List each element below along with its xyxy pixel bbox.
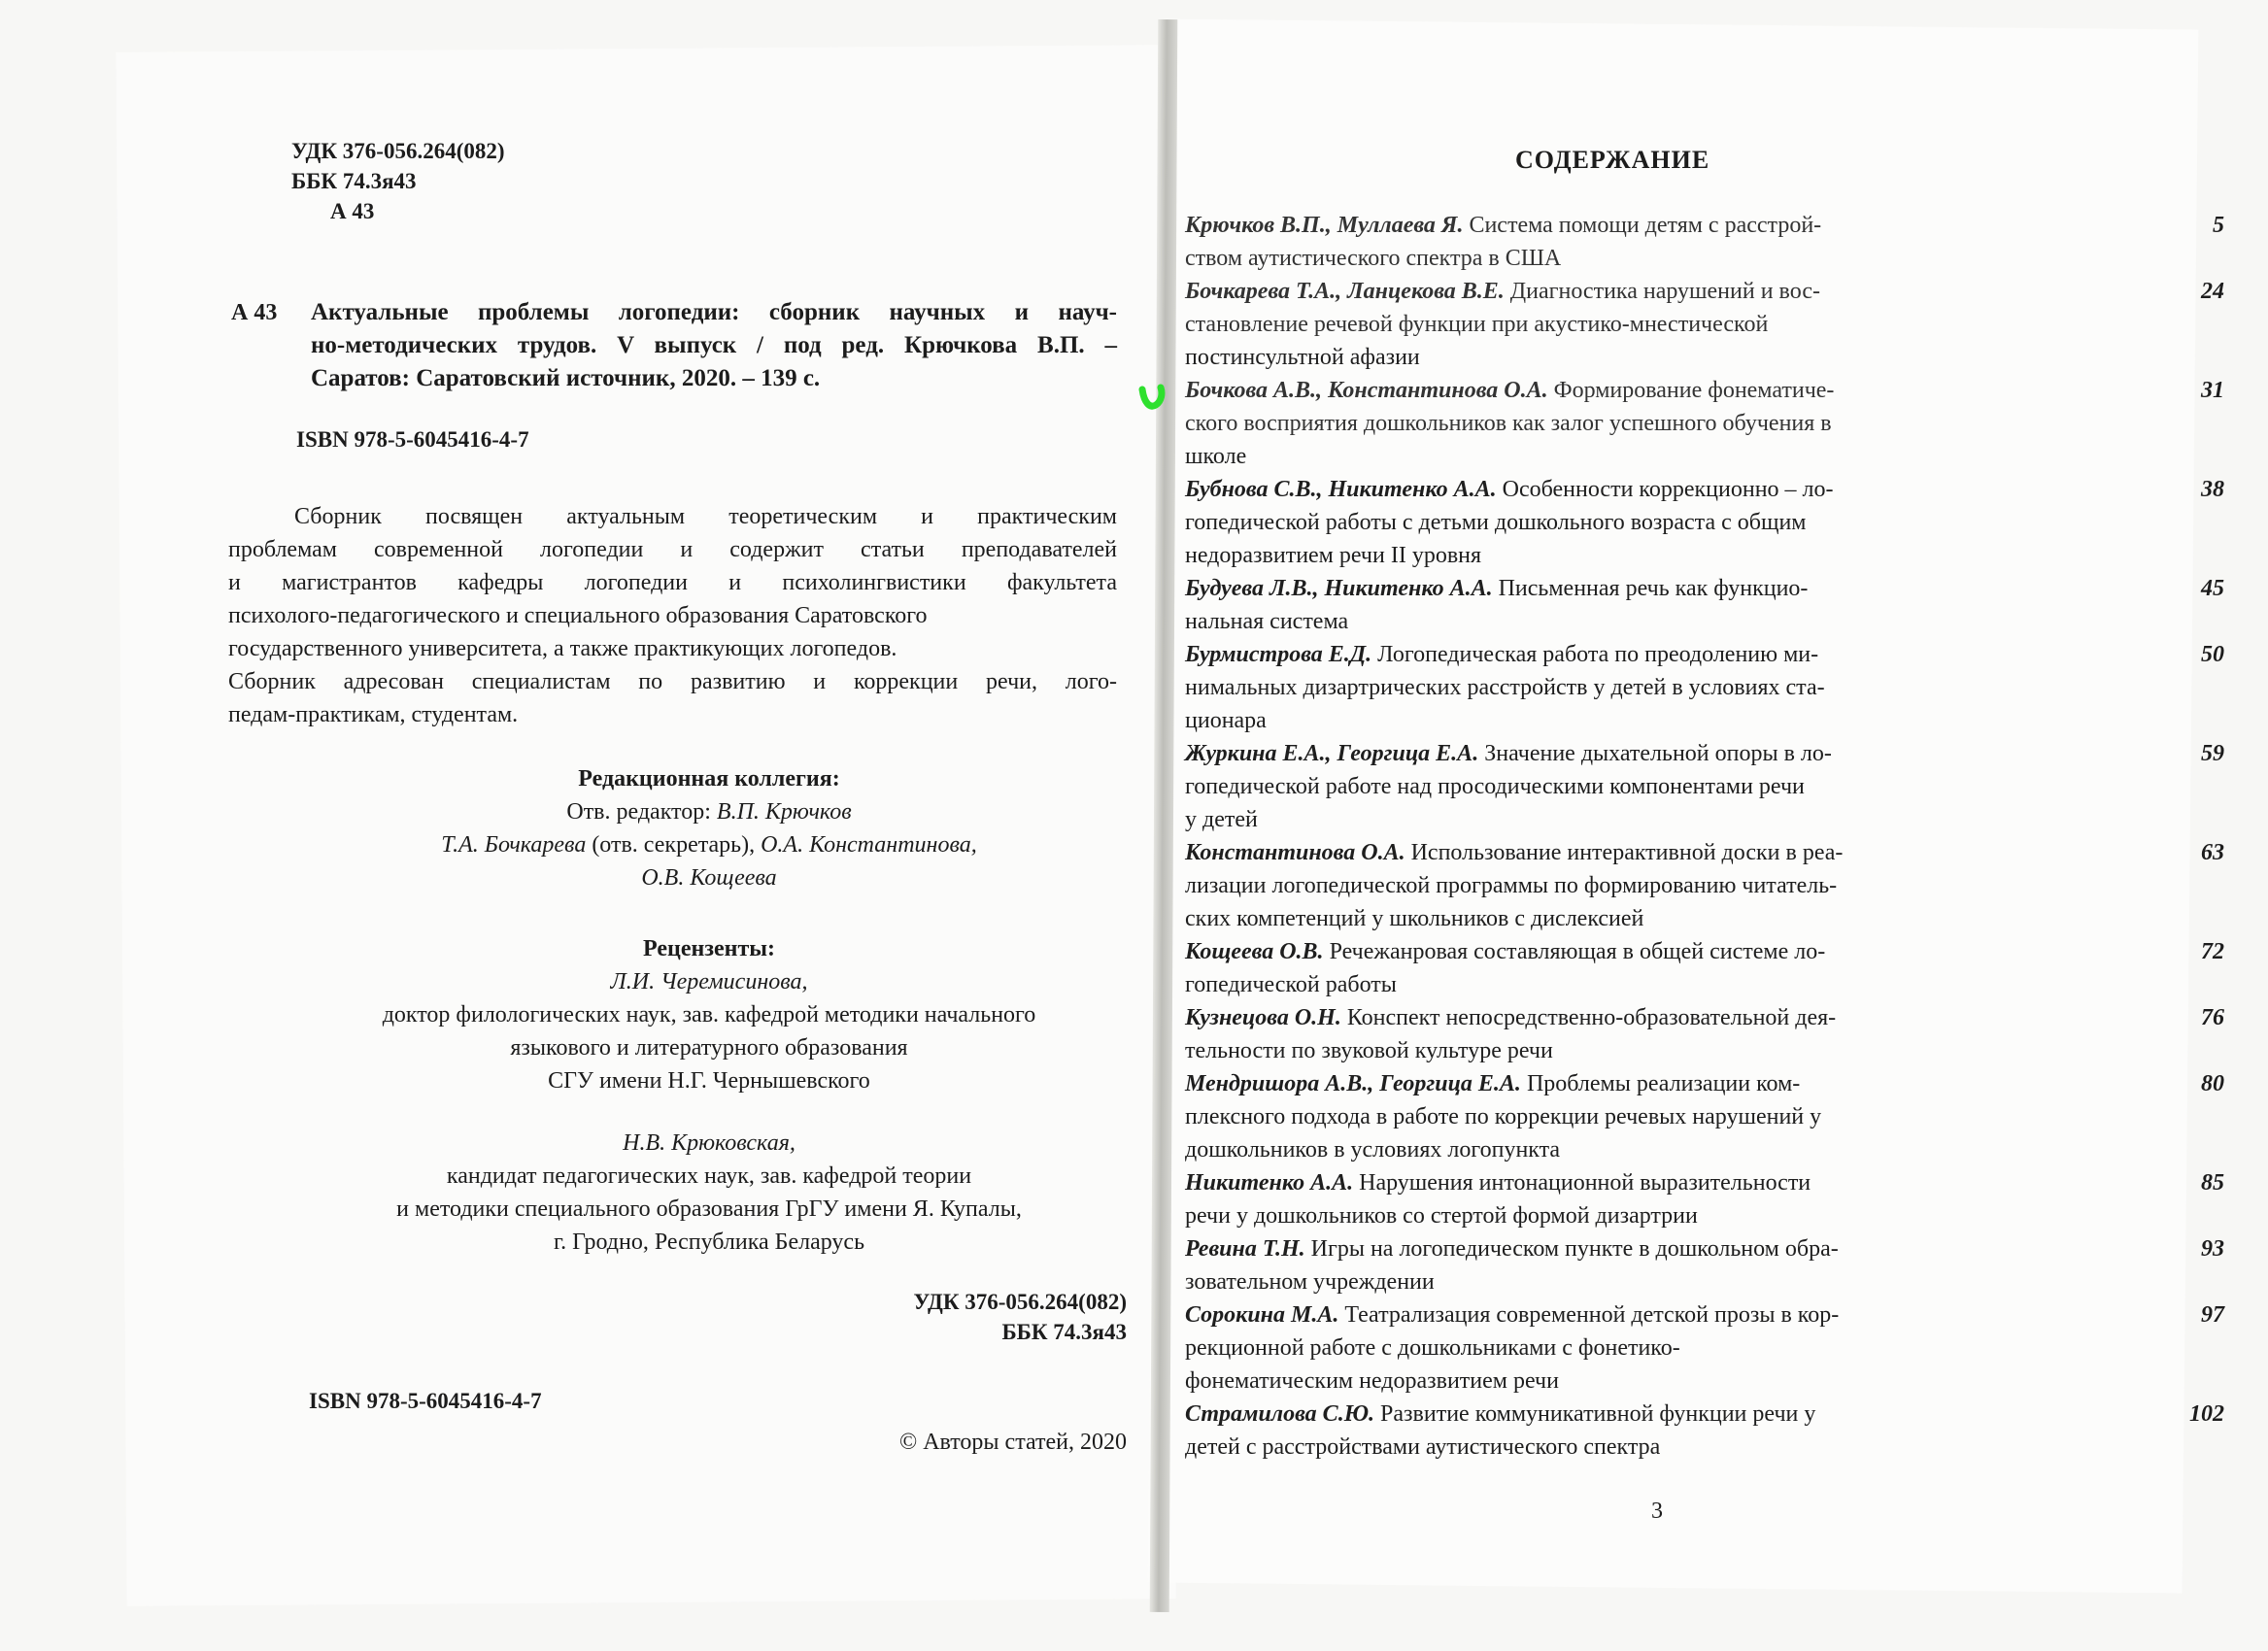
toc-entry [1185, 737, 2224, 836]
toc-entry [1185, 1298, 2224, 1398]
toc-entry-line [1185, 935, 2117, 968]
toc-author: Бурмистрова Е.Д. [1185, 642, 1372, 667]
editor-line [291, 795, 1127, 828]
secretary-line [291, 828, 1127, 861]
member-name: О.В. Кощеева [641, 865, 777, 891]
toc-author: Бочкарева Т.А., Ланцекова В.Е. [1185, 279, 1505, 304]
toc-entry [1185, 638, 2224, 737]
toc-page-number: 24 [2201, 279, 2224, 304]
toc-entry-line: нальная система [1185, 609, 1349, 634]
toc-title: Театрализация современной детской прозы в кор- [1338, 1302, 1840, 1328]
annotation-line: проблемам современной логопедии и содержит статьи преподавателей [228, 537, 1117, 562]
toc-entry [1185, 836, 2224, 935]
toc-author: Бубнова С.В., Никитенко А.А. [1185, 477, 1497, 502]
reviewers [291, 932, 1127, 1097]
toc-entry-line [1185, 473, 2117, 506]
toc-title: Игры на логопедическом пункте в дошкольном обра- [1304, 1236, 1839, 1262]
toc-entry-line: дошкольников в условиях логопункта [1185, 1137, 1561, 1162]
toc-author: Крючков В.П., Муллаева Я. [1185, 213, 1464, 238]
green-highlight-mark [1138, 384, 1168, 413]
toc-author: Кузнецова О.Н. [1185, 1005, 1341, 1030]
annotation-line: Сборник посвящен актуальным теоретическим и практическим [294, 504, 1117, 529]
toc-entry-line: нимальных дизартрических расстройств у детей в условиях ста- [1185, 675, 1825, 700]
reviewer-name: Н.В. Крюковская, [623, 1130, 795, 1156]
toc-entry [1185, 1398, 2224, 1464]
toc-title: Диагностика нарушений и вос- [1504, 279, 1820, 304]
toc-page-number: 102 [2189, 1401, 2224, 1427]
toc-entry-line: фонематическим недоразвитием речи [1185, 1368, 1559, 1394]
table-of-contents [1185, 209, 2224, 1464]
toc-entry-line: гопедической работе над просодическими компонентами речи [1185, 774, 1805, 799]
member-name: О.А. Константинова, [761, 832, 977, 858]
toc-page-number: 80 [2201, 1071, 2224, 1096]
toc-author: Сорокина М.А. [1185, 1302, 1339, 1328]
toc-entry-line: становление речевой функции при акустико-мнестической [1185, 312, 1769, 337]
toc-entry [1185, 473, 2224, 572]
toc-entry [1185, 572, 2224, 638]
toc-page-number: 5 [2213, 213, 2224, 238]
toc-entry [1185, 1166, 2224, 1232]
annotation-line: психолого-педагогического и специального образования Саратовского [228, 603, 928, 628]
toc-entry-line [1185, 737, 2117, 770]
udk-code: УДК 376-056.264(082) [291, 139, 505, 163]
annotation-line: и магистрантов кафедры логопедии и психолингвистики факультета [228, 570, 1117, 595]
toc-page-number: 63 [2201, 840, 2224, 865]
toc-page-number: 31 [2201, 378, 2224, 403]
toc-page-number: 76 [2201, 1005, 2224, 1030]
toc-page-number: 93 [2201, 1236, 2224, 1262]
toc-entry-line: школе [1185, 444, 1247, 469]
toc-page-number: 97 [2201, 1302, 2224, 1328]
reviewer-info: доктор филологических наук, зав. кафедрой методики начального [382, 1002, 1036, 1028]
toc-entry-line: лизации логопедической программы по формированию читатель- [1185, 873, 1838, 898]
entry-author-mark: А 43 [231, 300, 278, 325]
toc-entry-line [1185, 836, 2117, 869]
toc-title: Формирование фонематиче- [1547, 378, 1835, 403]
bbk-code: ББК 74.3я43 [1001, 1320, 1127, 1344]
toc-page-number: 45 [2201, 576, 2224, 601]
editorial-board [291, 762, 1127, 894]
toc-page-number: 50 [2201, 642, 2224, 667]
toc-author: Журкина Е.А., Георгица Е.А. [1185, 741, 1479, 766]
toc-entry [1185, 1067, 2224, 1166]
entry-line: Актуальные проблемы логопедии: сборник научных и науч- [311, 299, 1117, 325]
toc-author: Никитенко А.А. [1185, 1170, 1354, 1196]
toc-heading: СОДЕРЖАНИЕ [1515, 146, 1710, 174]
toc-title: Развитие коммуникативной функции речи у [1374, 1401, 1816, 1427]
toc-entry-line [1185, 1166, 2117, 1199]
editor-name: В.П. Крючков [716, 799, 852, 825]
udk-code: УДК 376-056.264(082) [913, 1290, 1127, 1314]
annotation-line: Сборник адресован специалистам по развитию и коррекции речи, лого- [228, 669, 1117, 694]
toc-title: Логопедическая работа по преодолению ми- [1371, 642, 1819, 667]
toc-entry-line [1185, 638, 2117, 671]
isbn: ISBN 978-5-6045416-4-7 [296, 427, 529, 452]
toc-entry-line: ционара [1185, 708, 1267, 733]
toc-entry-line: недоразвитием речи II уровня [1185, 543, 1482, 568]
toc-title: Нарушения интонационной выразительности [1353, 1170, 1811, 1196]
toc-entry-line: зовательном учреждении [1185, 1269, 1435, 1295]
toc-entry-line [1185, 275, 2117, 308]
toc-entry [1185, 1232, 2224, 1298]
toc-entry-line: ского восприятия дошкольников как залог успешного обучения в [1185, 411, 1832, 436]
toc-entry-line [1185, 1232, 2117, 1265]
toc-entry-line [1185, 572, 2117, 605]
toc-entry [1185, 935, 2224, 1001]
secretary-role: (отв. секретарь), [586, 832, 762, 858]
toc-entry-line: плексного подхода в работе по коррекции речевых нарушений у [1185, 1104, 1822, 1129]
secretary-name: Т.А. Бочкарева [441, 832, 587, 858]
toc-page-number: 85 [2201, 1170, 2224, 1196]
toc-entry-line: гопедической работы [1185, 972, 1397, 997]
toc-page-number: 38 [2201, 477, 2224, 502]
toc-entry-line: ством аутистического спектра в США [1185, 246, 1562, 271]
reviewer-name: Л.И. Черемисинова, [610, 969, 808, 994]
toc-author: Будуева Л.В., Никитенко А.А. [1185, 576, 1493, 601]
annotation-line: государственного университета, а также практикующих логопедов. [228, 636, 897, 661]
bbk-code: ББК 74.3я43 [291, 169, 417, 193]
toc-entry-line: рекционной работе с дошкольниками с фонетико- [1185, 1335, 1680, 1361]
toc-entry-line: речи у дошкольников со стертой формой дизартрии [1185, 1203, 1698, 1229]
reviewer-info: языкового и литературного образования [510, 1035, 908, 1061]
reviewers-heading: Рецензенты: [643, 936, 775, 961]
toc-author: Мендришора А.В., Георгица Е.А. [1185, 1071, 1521, 1096]
udk-block-top [291, 136, 505, 226]
author-mark: А 43 [330, 199, 375, 223]
toc-entry-line: у детей [1185, 807, 1258, 832]
toc-title: Конспект непосредственно-образовательной дея- [1340, 1005, 1837, 1030]
reviewer-info: кандидат педагогических наук, зав. кафедрой теории [446, 1163, 972, 1189]
toc-author: Ревина Т.Н. [1185, 1236, 1305, 1262]
reviewer-info: СГУ имени Н.Г. Чернышевского [548, 1068, 870, 1094]
entry-line: но-методических трудов. V выпуск / под ред. Крючкова В.П. – [311, 332, 1117, 358]
toc-entry [1185, 209, 2224, 275]
toc-author: Бочкова А.В., Константинова О.А. [1185, 378, 1548, 403]
reviewer-info: и методики специального образования ГрГУ имени Я. Купалы, [396, 1196, 1022, 1222]
toc-title: Использование интерактивной доски в реа- [1405, 840, 1844, 865]
page-number: 3 [1651, 1499, 1663, 1524]
toc-entry-line: постинсультной афазии [1185, 345, 1420, 370]
toc-entry-line: тельности по звуковой культуре речи [1185, 1038, 1553, 1063]
toc-entry-line [1185, 1067, 2117, 1100]
toc-entry-line [1185, 209, 2117, 242]
annotation-line: педам-практикам, студентам. [228, 702, 519, 727]
toc-title: Особенности коррекционно – ло- [1496, 477, 1834, 502]
toc-entry-line: гопедической работы с детьми дошкольного возраста с общим [1185, 510, 1807, 535]
toc-title: Значение дыхательной опоры в ло- [1478, 741, 1832, 766]
toc-entry-line [1185, 374, 2117, 407]
entry-line: Саратов: Саратовский источник, 2020. – 139 с. [311, 365, 821, 391]
reviewer-second [291, 1127, 1127, 1259]
toc-title: Проблемы реализации ком- [1520, 1071, 1801, 1096]
toc-page-number: 59 [2201, 741, 2224, 766]
toc-entry-line [1185, 1398, 2117, 1431]
toc-author: Константинова О.А. [1185, 840, 1405, 865]
toc-title: Письменная речь как функцио- [1492, 576, 1809, 601]
isbn-bottom: ISBN 978-5-6045416-4-7 [309, 1389, 542, 1413]
toc-page-number: 72 [2201, 939, 2224, 964]
udk-block-bottom [816, 1287, 1127, 1347]
toc-entry-line [1185, 1298, 2117, 1331]
reviewer-info: г. Гродно, Республика Беларусь [553, 1230, 865, 1255]
toc-entry-line [1185, 1001, 2117, 1034]
bibliographic-entry [311, 296, 1117, 395]
toc-title: Речежанровая составляющая в общей системе ло- [1323, 939, 1826, 964]
annotation [228, 500, 1117, 731]
toc-author: Страмилова С.Ю. [1185, 1401, 1375, 1427]
toc-entry-line: ских компетенций у школьников с дислексией [1185, 906, 1644, 931]
editor-label: Отв. редактор: [566, 799, 717, 825]
toc-entry [1185, 374, 2224, 473]
toc-author: Кощеева О.В. [1185, 939, 1324, 964]
toc-entry [1185, 1001, 2224, 1067]
toc-title: Система помощи детям с расстрой- [1463, 213, 1822, 238]
toc-entry [1185, 275, 2224, 374]
editorial-heading: Редакционная коллегия: [578, 766, 840, 792]
toc-entry-line: детей с расстройствами аутистического спектра [1185, 1434, 1661, 1460]
copyright: © Авторы статей, 2020 [898, 1430, 1127, 1455]
